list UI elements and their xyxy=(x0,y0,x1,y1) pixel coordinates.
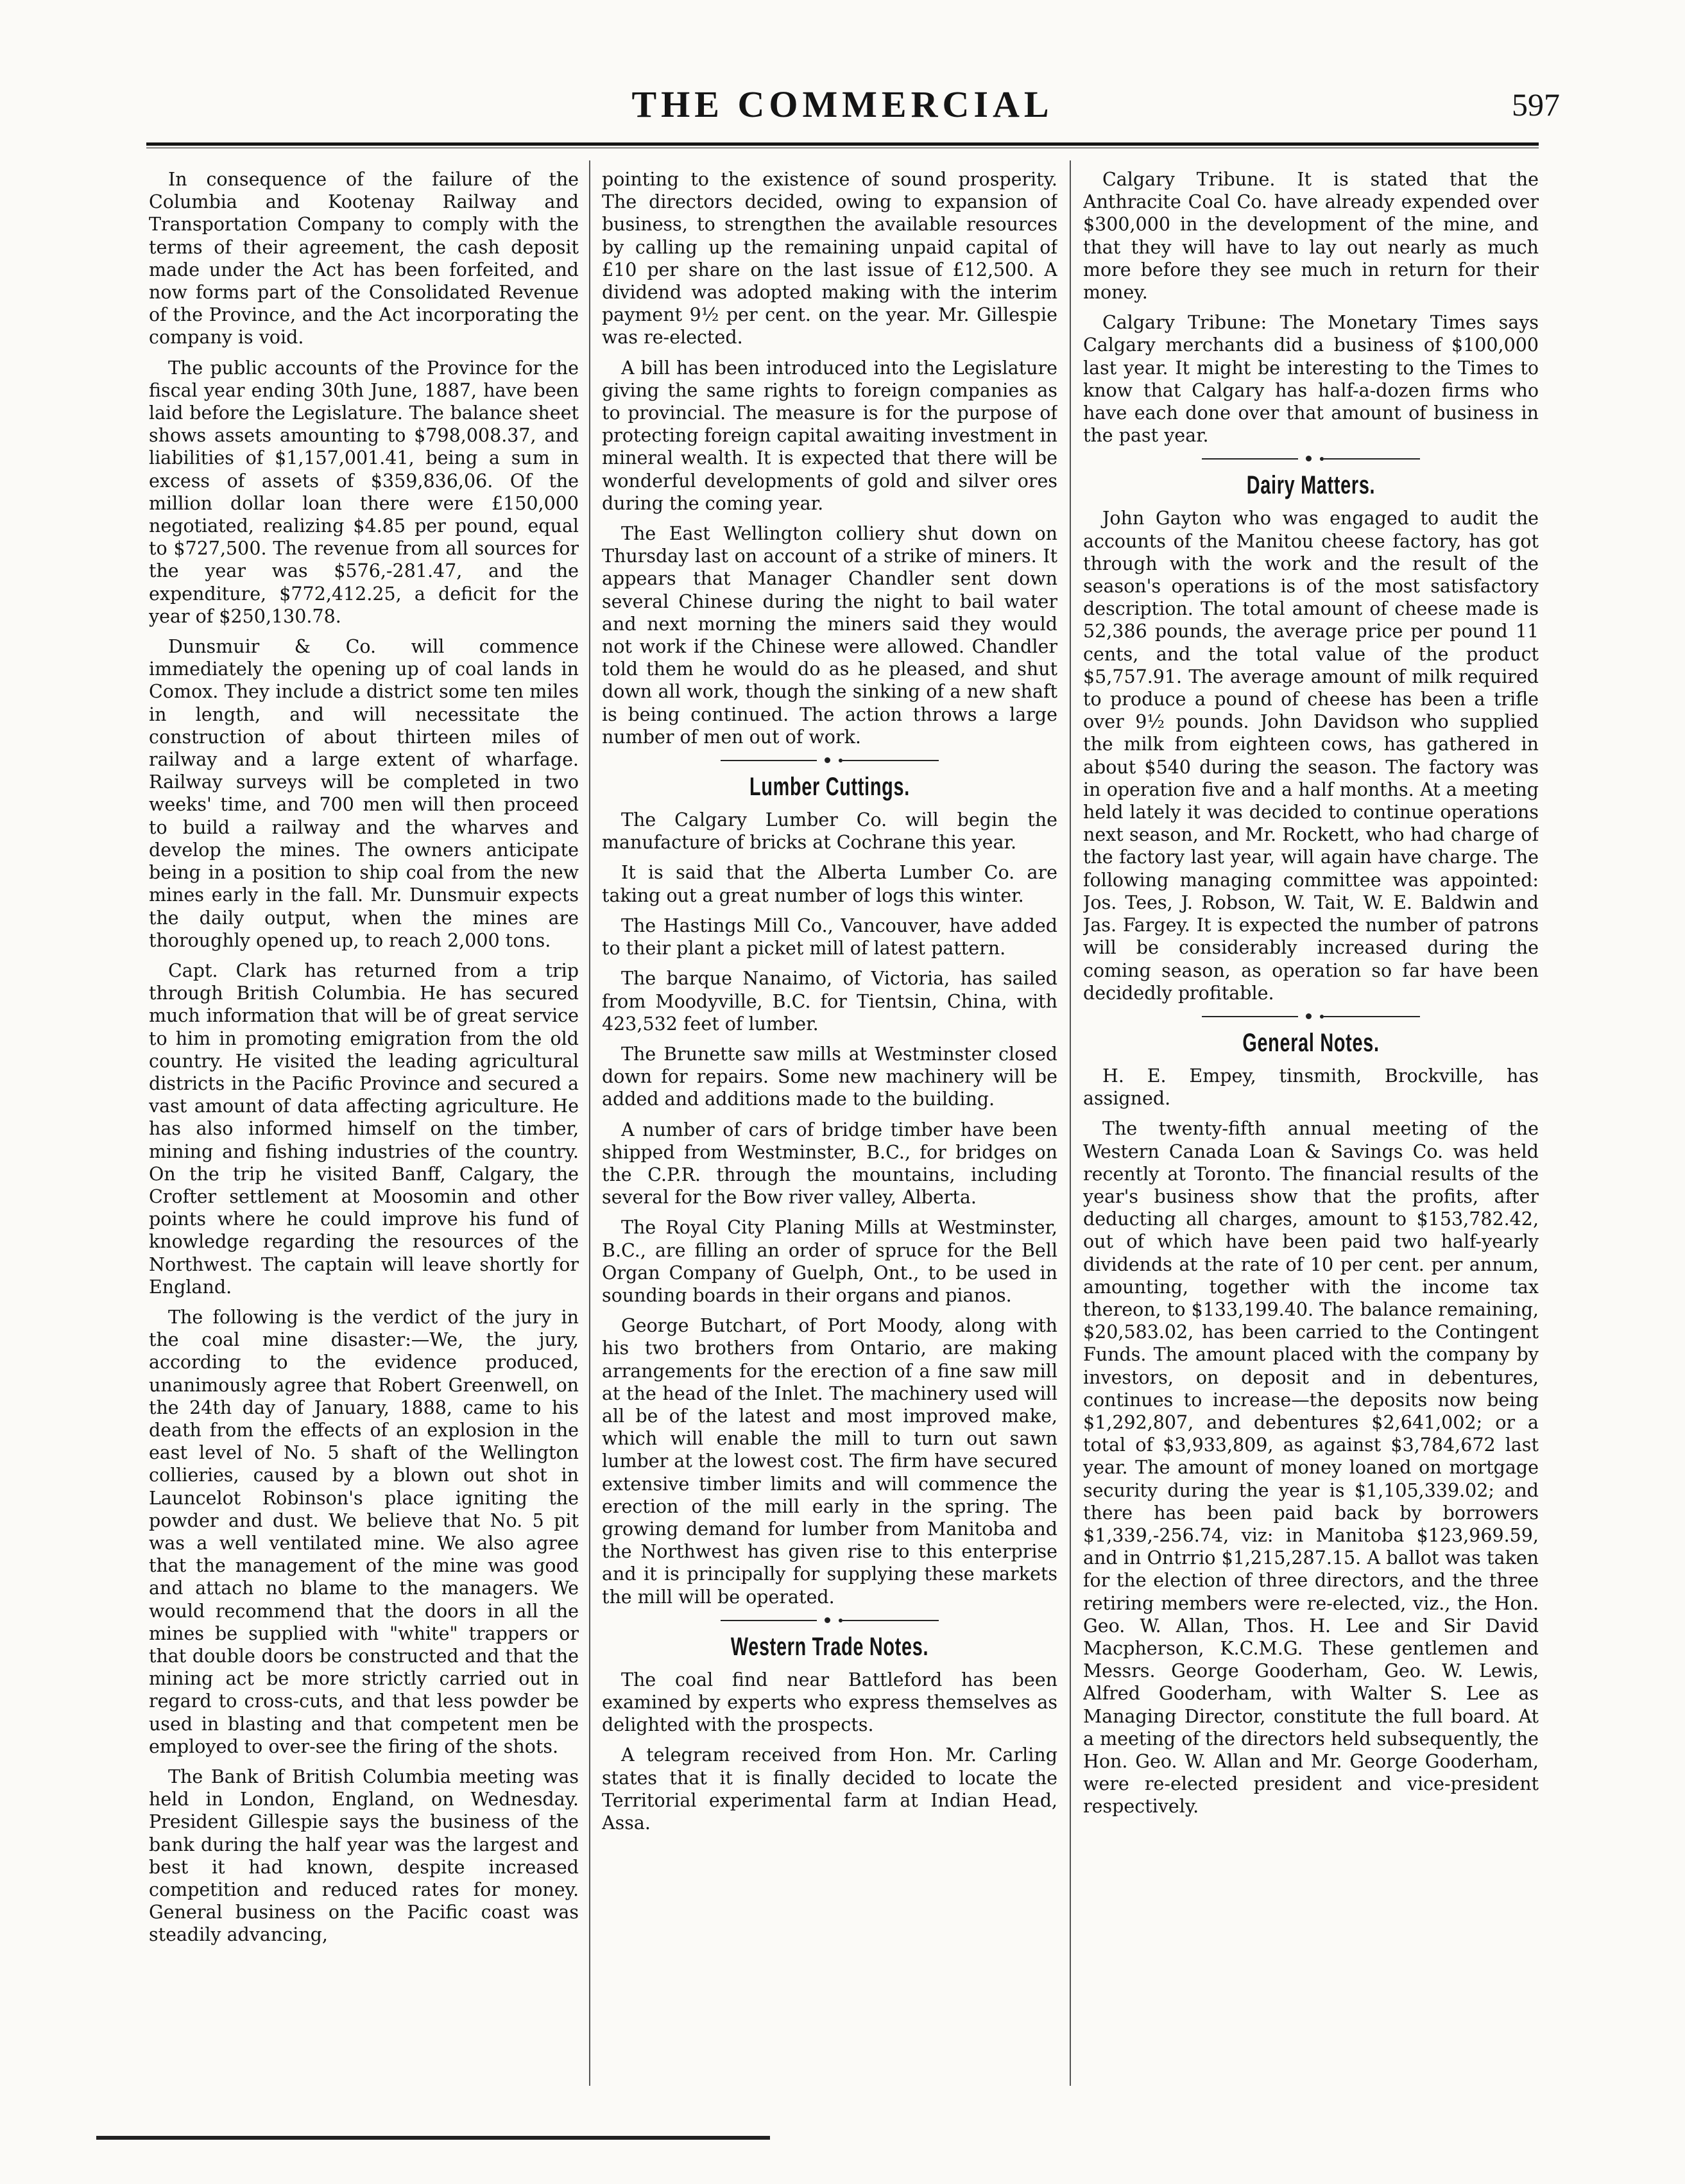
article-paragraph: The Calgary Lumber Co. will begin the manufacture of bricks at Cochrane this year. xyxy=(602,809,1057,854)
article-paragraph: The barque Nanaimo, of Victoria, has sailed from Moodyville, B.C. for Tientsin, China, with 423,532 feet of lumber. xyxy=(602,968,1057,1035)
section-divider-ornament xyxy=(1202,1012,1420,1021)
section-heading: Dairy Matters. xyxy=(1246,471,1376,500)
article-paragraph: In consequence of the failure of the Columbia and Kootenay Railway and Transportation Company to comply with the terms of their agreement, the cash deposit made under the Act has been forfeited, and now forms part of the Consolidated Revenue of the Province, and the Act incorporating the company is void. xyxy=(149,169,579,348)
article-paragraph: The twenty-fifth annual meeting of the Western Canada Loan & Savings Co. was held recently at Toronto. The financial results of the year's business show that the profits, after deducting all charges, amount to $153,782.42, out of which have been paid two half-yearly dividends at the rate of 10 per cent. per annum, amounting, together with the income tax thereon, to $133,199.40. The balance remaining, $20,583.02, has been carried to the Contingent Funds. The amount placed with the company by investors, on deposit and in debentures, continues to increase—the deposits now being $1,292,807, and debentures $2,641,002; or a total of $3,933,809, as against $3,784,672 last year. The amount of money loaned on mortgage security during the year is $1,105,339.02; and there has been paid back by borrowers $1,339,-256.74, viz: in Manitoba $123,969.59, and in Ontrrio $1,215,287.15. A ballot was taken for the election of three directors, and the three retiring members were re-elected, viz., the Hon. Geo. W. Allan, Thos. H. Lee and Sir David Macpherson, K.C.M.G. These gentlemen and Messrs. George Gooderham, Geo. W. Lewis, Alfred Gooderham, with Walter S. Lee as Managing Director, constitute the full board. At a meeting of the directors held subsequently, the Hon. Geo. W. Allan and Mr. George Gooderham, were re-elected president and vice-president respectively. xyxy=(1083,1118,1539,1818)
article-paragraph: The Hastings Mill Co., Vancouver, have added to their plant a picket mill of latest pattern. xyxy=(602,915,1057,959)
article-paragraph: George Butchart, of Port Moody, along with his two brothers from Ontario, are making arrangements for the erection of a fine saw mill at the head of the Inlet. The machinery used will all be of the latest and most improved make, which will enable the mill to turn out sawn lumber at the lowest cost. The firm have secured extensive timber limits and will commence the erection of the mill early in the spring. The growing demand for lumber from Manitoba and the Northwest has given rise to this enterprise and it is principally for supplying these markets the mill will be operated. xyxy=(602,1315,1057,1608)
bottom-rule xyxy=(96,2136,770,2140)
section-divider-ornament xyxy=(1202,454,1420,463)
masthead xyxy=(0,82,1685,127)
column-3 xyxy=(1083,168,1539,2094)
column-2 xyxy=(602,168,1057,2094)
section-divider-ornament xyxy=(721,756,939,765)
section-heading: Western Trade Notes. xyxy=(730,1632,929,1661)
section-heading: General Notes. xyxy=(1242,1028,1380,1057)
article-paragraph: John Gayton who was engaged to audit the accounts of the Manitou cheese factory, has got through with the work and the result of the season's operations is of the most satisfactory description. The total amount of cheese made is 52,386 pounds, the average price per pound 11 cents, and the total value of the product $5,757.91. The average amount of milk required to produce a pound of cheese has been a trifle over 9½ pounds. John Davidson who supplied the milk from eighteen cows, has gathered in about $540 during the season. The factory was in operation five and a half months. At a meeting held lately it was decided to continue operations next season, and Mr. Rockett, who had charge of the factory last year, will again have charge. The following managing committee was appointed: Jos. Tees, J. Robson, W. Tait, W. E. Baldwin and Jas. Fargey. It is expected the number of patrons will be considerably increased during the coming season, as operation so far have been decidedly profitable. xyxy=(1083,508,1539,1004)
column-divider-rule xyxy=(1070,160,1071,2086)
masthead-title: THE COMMERCIAL xyxy=(631,83,1054,125)
section-divider-ornament xyxy=(721,1616,939,1625)
article-paragraph: The East Wellington colliery shut down on Thursday last on account of a strike of miners. It appears that Manager Chandler sent down several Chinese during the night to bail water and next morning the miners said they would not work if the Chinese were allowed. Chandler told them he would do as he pleased, and shut down all work, though the sinking of a new shaft is being continued. The action throws a large number of men out of work. xyxy=(602,523,1057,748)
article-paragraph: It is said that the Alberta Lumber Co. are taking out a great number of logs this winter. xyxy=(602,862,1057,906)
article-paragraph: The Brunette saw mills at Westminster closed down for repairs. Some new machinery will be added and additions made to the building. xyxy=(602,1043,1057,1110)
article-paragraph: pointing to the existence of sound prosperity. The directors decided, owing to expansion of business, to strengthen the available resources by calling up the remaining unpaid capital of £10 per share on the last issue of £12,500. A dividend was adopted making with the interim payment 9½ per cent. on the year. Mr. Gillespie was re-elected. xyxy=(602,169,1057,348)
page-number: 597 xyxy=(1512,87,1560,123)
column-1 xyxy=(149,168,579,2094)
article-paragraph: A telegram received from Hon. Mr. Carling states that it is finally decided to locate the Territorial experimental farm at Indian Head, Assa. xyxy=(602,1744,1057,1834)
article-paragraph: The following is the verdict of the jury in the coal mine disaster:—We, the jury, according to the evidence produced, unanimously agree that Robert Greenwell, on the 24th day of January, 1888, came to his death from the effects of an explosion in the east level of No. 5 shaft of the Wellington collieries, caused by a blown out shot in Launcelot Robinson's place igniting the powder and dust. We believe that No. 5 pit was a well ventilated mine. We also agree that the management of the mine was good and attach no blame to the managers. We would recommend that the doors in all the mines be supplied with "white" trappers or that double doors be constructed and that the mining act be more strictly carried out in regard to cross-cuts, and that less powder be used in blasting and that competent men be employed to over-see the firing of the shots. xyxy=(149,1306,579,1757)
article-paragraph: A bill has been introduced into the Legislature giving the same rights to foreign companies as to provincial. The measure is for the purpose of protecting foreign capital awaiting investment in mineral wealth. It is expected that there will be wonderful developments of gold and silver ores during the coming year. xyxy=(602,357,1057,514)
article-paragraph: H. E. Empey, tinsmith, Brockville, has assigned. xyxy=(1083,1065,1539,1110)
section-heading: Lumber Cuttings. xyxy=(749,773,910,802)
article-paragraph: Calgary Tribune: The Monetary Times says Calgary merchants did a business of $100,000 last year. It might be interesting to the Times to know that Calgary has half-a-dozen firms who have each done over that amount of business in the past year. xyxy=(1083,312,1539,447)
article-paragraph: The Royal City Planing Mills at Westminster, B.C., are filling an order of spruce for the Bell Organ Company of Guelph, Ont., to be used in sounding boards in their organs and pianos. xyxy=(602,1217,1057,1306)
article-paragraph: Calgary Tribune. It is stated that the Anthracite Coal Co. have already expended over $300,000 in the development of the mine, and that they will have to lay out nearly as much more before they see much in return for their money. xyxy=(1083,169,1539,304)
article-paragraph: The Bank of British Columbia meeting was held in London, England, on Wednesday. President Gillespie says the business of the bank during the half year was the largest and best it had known, despite increased competition and reduced rates for money. General business on the Pacific coast was steadily advancing, xyxy=(149,1766,579,1946)
article-paragraph: The coal find near Battleford has been examined by experts who express themselves as delighted with the prospects. xyxy=(602,1669,1057,1736)
article-paragraph: A number of cars of bridge timber have been shipped from Westminster, B.C., for bridges on the C.P.R. through the mountains, including several for the Bow river valley, Alberta. xyxy=(602,1119,1057,1208)
article-paragraph: Capt. Clark has returned from a trip through British Columbia. He has secured much information that will be of great service to him in promoting emigration from the old country. He visited the leading agricultural districts in the Pacific Province and secured a vast amount of data affecting agriculture. He has also informed himself on the timber, mining and fishing industries of the country. On the trip he visited Banff, Calgary, the Crofter settlement at Moosomin and other points where he could improve his fund of knowledge regarding the resources of the Northwest. The captain will leave shortly for England. xyxy=(149,959,579,1298)
article-paragraph: Dunsmuir & Co. will commence immediately the opening up of coal lands in Comox. They include a district some ten miles in length, and will necessitate the construction of about thirteen miles of railway and a large extent of wharfage. Railway surveys will be completed in two weeks' time, and 700 men will then proceed to build a railway and the wharves and develop the mines. The owners anticipate being in a position to ship coal from the new mines early in the fall. Mr. Dunsmuir expects the daily output, when the mines are thoroughly opened up, to reach 2,000 tons. xyxy=(149,636,579,951)
column-divider-rule xyxy=(589,160,590,2086)
masthead-rule xyxy=(146,142,1539,148)
article-paragraph: The public accounts of the Province for the fiscal year ending 30th June, 1887, have been laid before the Legislature. The balance sheet shows assets amounting to $798,008.37, and liabilities of $1,157,001.41, being a sum in excess of assets of $359,836,06. Of the million dollar loan there were £150,000 negotiated, realizing $4.85 per pound, equal to $727,500. The revenue from all sources for the year was $576,-281.47, and the expenditure, $772,412.25, a deficit for the year of $250,130.78. xyxy=(149,357,579,627)
